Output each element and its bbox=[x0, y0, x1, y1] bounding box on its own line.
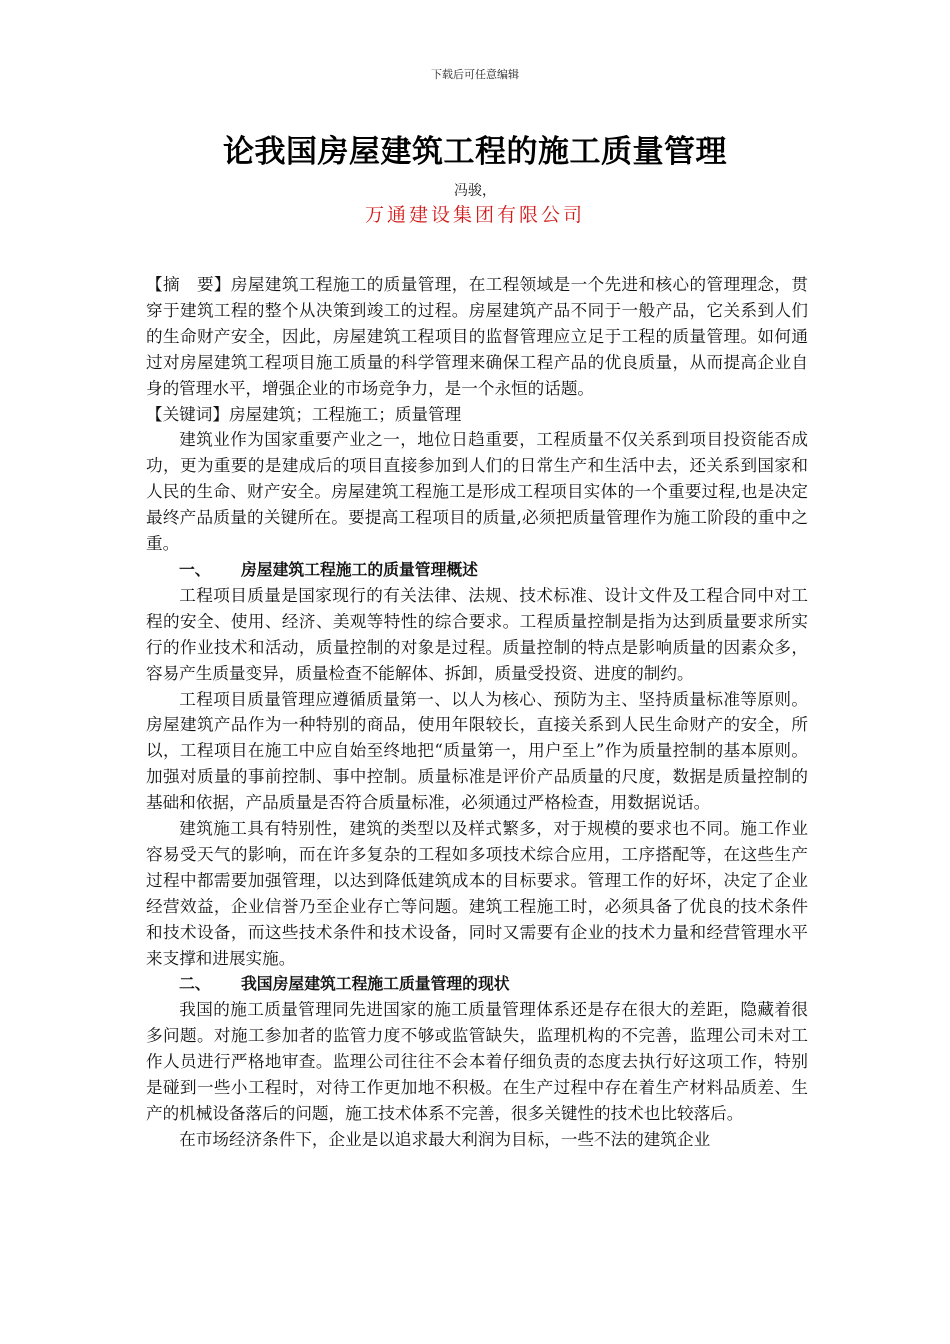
section-title-1: 房屋建筑工程施工的质量管理概述 bbox=[241, 559, 478, 579]
section-title-2: 我国房屋建筑工程施工质量管理的现状 bbox=[241, 974, 510, 994]
keywords-text: 房屋建筑；工程施工；质量管理 bbox=[228, 404, 462, 424]
section-number-1: 一、 bbox=[179, 559, 211, 579]
body-paragraph: 建筑施工具有特别性，建筑的类型以及样式繁多，对于规模的要求也不同。施工作业容易受天气的影响，而在许多复杂的工程如多项技术综合应用，工序搭配等，在这些生产过程中都需要加强管理，以达到降低建筑成本的目标要求。管理工作的好坏，决定了企业经营效益，企业信誉乃至企业存亡等问题。建筑工程施工时，必须具备了优良的技术条件和技术设备，而这些技术条件和技术设备，同时又需要有企业的技术力量和经营管理水平来支撑和进展实施。 bbox=[146, 819, 808, 968]
keywords-paragraph bbox=[146, 402, 808, 428]
abstract-paragraph bbox=[146, 272, 808, 402]
body-paragraph: 工程项目质量是国家现行的有关法律、法规、技术标准、设计文件及工程合同中对工程的安全、使用、经济、美观等特性的综合要求。工程质量控制是指为达到质量要求所实行的作业技术和活动，质量控制的对象是过程。质量控制的特点是影响质量的因素众多，容易产生质量变异，质量检查不能解体、拆卸，质量受投资、进度的制约。 bbox=[146, 585, 808, 683]
keywords-label: 【关键词】 bbox=[146, 404, 229, 424]
abstract-label: 【摘 要】 bbox=[146, 275, 231, 294]
article-body bbox=[146, 272, 808, 1153]
abstract-text: 房屋建筑工程施工的质量管理，在工程领域是一个先进和核心的管理理念，贯穿于建筑工程的整个从决策到竣工的过程。房屋建筑产品不同于一般产品，它关系到人们的生命财产安全，因此，房屋建筑工程项目的监督管理应立足于工程的质量管理。如何通过对房屋建筑工程项目施工质量的科学管理来确保工程产品的优良质量，从而提高企业自身的管理水平，增强企业的市场竞争力，是一个永恒的话题。 bbox=[146, 275, 808, 398]
body-paragraph: 我国的施工质量管理同先进国家的施工质量管理体系还是存在很大的差距，隐藏着很多问题。对施工参加者的监管力度不够或监管缺失，监理机构的不完善，监理公司未对工作人员进行严格地审查。监理公司往往不会本着仔细负责的态度去执行好这项工作，特别是碰到一些小工程时，对待工作更加地不积极。在生产过程中存在着生产材料品质差、生产的机械设备落后的问题，施工技术体系不完善，很多关键性的技术也比较落后。 bbox=[146, 1000, 808, 1123]
header-note: 下载后可任意编辑 bbox=[431, 68, 519, 81]
body-paragraph: 在市场经济条件下，企业是以追求最大利润为目标，一些不法的建筑企业 bbox=[179, 1129, 711, 1149]
page-title: 论我国房屋建筑工程的施工质量管理 bbox=[223, 134, 727, 170]
author-name: 冯骏， bbox=[454, 183, 496, 199]
body-paragraph: 工程项目质量管理应遵循质量第一、以人为核心、预防为主、坚持质量标准等原则。房屋建筑产品作为一种特别的商品，使用年限较长，直接关系到人民生命财产的安全，所以，工程项目在施工中应自始至终地把“质量第一，用户至上”作为质量控制的基本原则。加强对质量的事前控制、事中控制。质量标准是评价产品质量的尺度，数据是质量控制的基础和依据，产品质量是否符合质量标准，必须通过严格检查，用数据说话。 bbox=[146, 689, 808, 813]
section-heading-2 bbox=[146, 971, 808, 997]
intro-paragraph: 建筑业作为国家重要产业之一，地位日趋重要，工程质量不仅关系到项目投资能否成功，更为重要的是建成后的项目直接参加到人们的日常生产和生活中去，还关系到国家和人民的生命、财产安全。房屋建筑工程施工是形成工程项目实体的一个重要过程,也是决定最终产品质量的关键所在。要提高工程项目的质量,必须把质量管理作为施工阶段的重中之重。 bbox=[146, 430, 808, 554]
company-name: 万通建设集团有限公司 bbox=[364, 204, 585, 226]
section-number-2: 二、 bbox=[179, 974, 211, 994]
section-heading-1 bbox=[146, 557, 808, 583]
